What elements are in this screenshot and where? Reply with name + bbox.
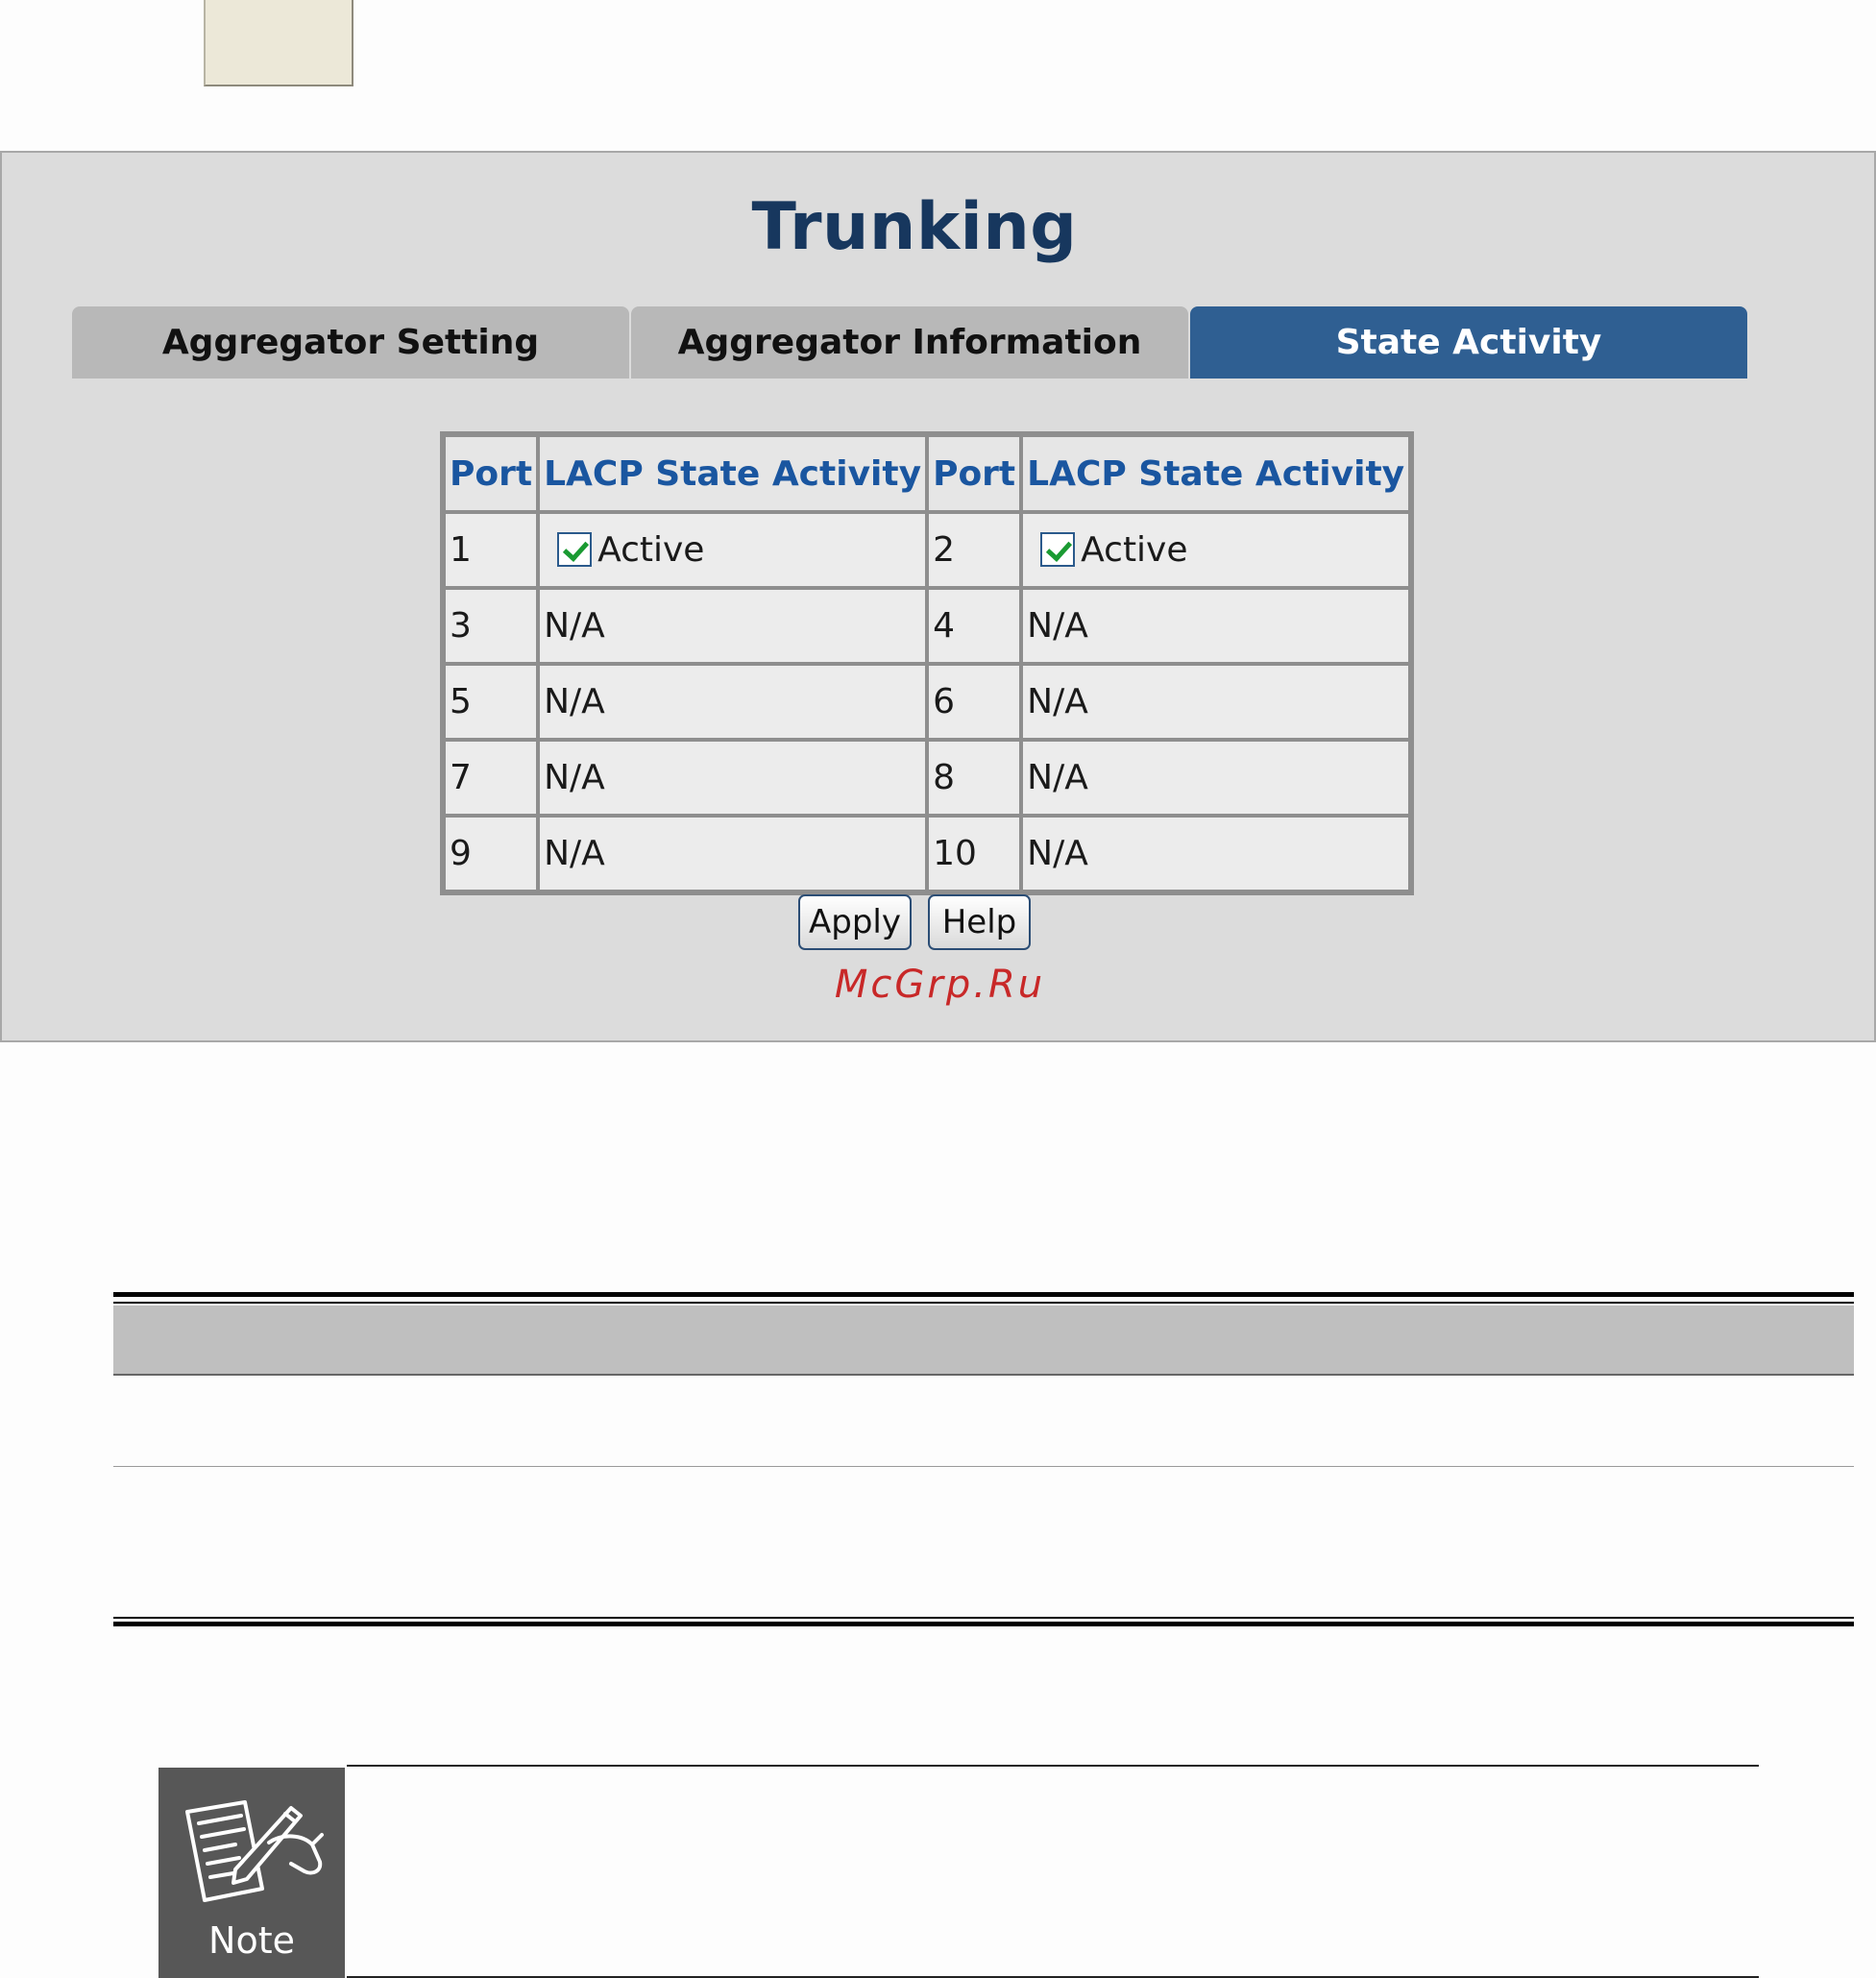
table-bottom-rule [113,1622,1854,1626]
help-button[interactable]: Help [928,894,1031,950]
state-label: Active [1081,529,1188,570]
tab-aggregator-setting[interactable]: Aggregator Setting [72,306,629,379]
table-top-rule [113,1292,1854,1297]
trunking-panel [0,151,1876,1042]
note-pen-icon [178,1795,331,1915]
port-number: 6 [927,664,1021,740]
port-number: 7 [444,740,538,816]
state-label: N/A [1021,740,1410,816]
state-label: N/A [538,664,927,740]
note-label: Note [208,1919,295,1962]
column-header-lacp-state: LACP State Activity [538,435,927,512]
table-row [444,588,1410,664]
state-label: N/A [538,816,927,891]
active-checkbox[interactable] [557,532,592,567]
state-label: N/A [538,740,927,816]
table-header-row [444,435,1410,512]
port-number: 10 [927,816,1021,891]
state-label: N/A [1021,588,1410,664]
column-header-port: Port [927,435,1021,512]
note-top-rule [347,1765,1759,1767]
table-row-divider [113,1466,1854,1467]
table-bottom-rule-thin [113,1617,1854,1619]
lacp-state-cell [538,512,927,588]
port-number: 8 [927,740,1021,816]
table-row [444,740,1410,816]
column-header-port: Port [444,435,538,512]
page-title: Trunking [751,189,1078,265]
table-row [444,664,1410,740]
port-number: 1 [444,512,538,588]
port-number: 2 [927,512,1021,588]
top-button-stub[interactable] [204,0,353,86]
state-label: Active [597,529,705,570]
table-top-rule-thin [113,1302,1854,1304]
watermark-text: McGrp.Ru [834,963,1046,1007]
table-header-divider [113,1374,1854,1376]
description-table-header [113,1306,1854,1374]
lacp-state-table [440,431,1414,895]
apply-button[interactable]: Apply [798,894,912,950]
active-checkbox[interactable] [1040,532,1075,567]
port-number: 9 [444,816,538,891]
lacp-state-cell [1021,512,1410,588]
port-number: 3 [444,588,538,664]
port-number: 4 [927,588,1021,664]
table-row [444,816,1410,891]
state-label: N/A [538,588,927,664]
port-number: 5 [444,664,538,740]
tab-state-activity[interactable]: State Activity [1190,306,1747,379]
column-header-lacp-state: LACP State Activity [1021,435,1410,512]
table-row [444,512,1410,588]
tab-aggregator-information[interactable]: Aggregator Information [631,306,1188,379]
state-label: N/A [1021,816,1410,891]
note-badge [158,1768,345,1978]
state-label: N/A [1021,664,1410,740]
